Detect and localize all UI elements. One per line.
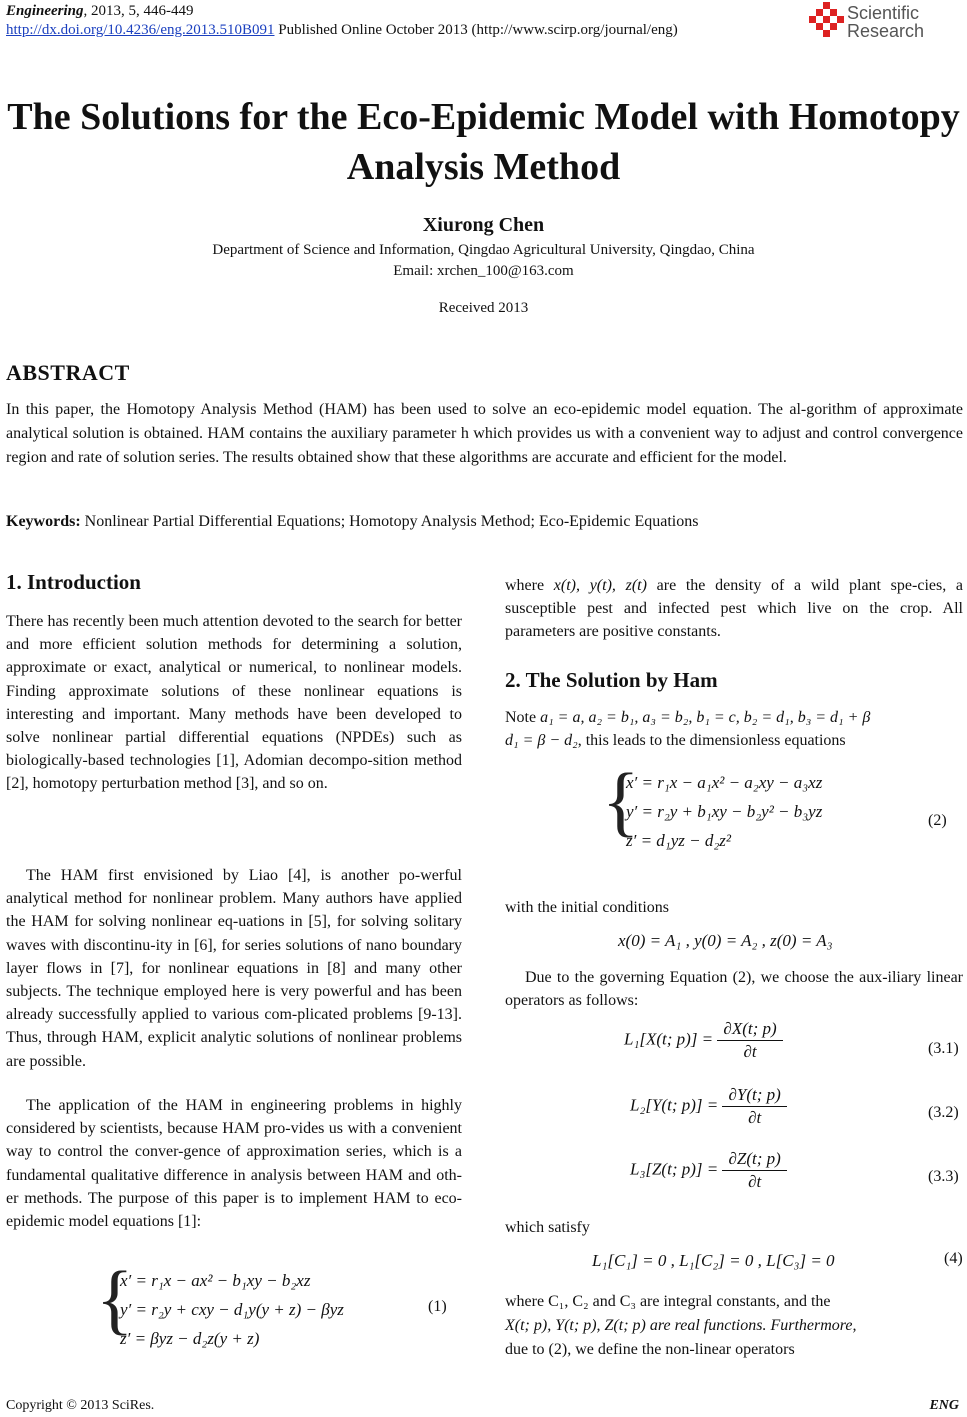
operator-3-2-fraction xyxy=(722,1084,786,1129)
satisfy-text: which satisfy xyxy=(505,1219,590,1236)
operator-3-2-lhs: L₂[Y(t; p)] = xyxy=(630,1095,719,1115)
keywords-text: Nonlinear Partial Differential Equations; Homotopy Analysis Method; Eco-Epidemic Equations xyxy=(80,513,699,530)
operator-3-1-numerator: ∂X(t; p) xyxy=(717,1018,782,1041)
equation-2-brace: { xyxy=(602,757,640,844)
equation-2-line-1: x′ = r₁x − a₁x² − a₂xy − a₃xz xyxy=(626,773,823,792)
logo-line-1: Scientific xyxy=(847,3,920,23)
where-text: are the density of a wild plant spe-cies, a susceptible pest and infected pest which live on the crop. All parameters are positive constants. xyxy=(505,577,964,641)
paper-title xyxy=(0,92,967,192)
keywords xyxy=(6,513,698,531)
title-line-2: Analysis Method xyxy=(346,146,621,188)
operator-3-2-denominator: ∂t xyxy=(748,1108,762,1127)
equation-1-line-1: x′ = r₁x − ax² − b₁xy − b₂xz xyxy=(120,1271,311,1290)
equation-1 xyxy=(120,1266,344,1353)
equation-1-line-2: y′ = r₂y + cxy − d₁y(y + z) − βyz xyxy=(120,1300,344,1319)
governing-paragraph: Due to the governing Equation (2), we choose the aux-iliary linear operators as follows: xyxy=(505,969,963,1010)
copyright-footer: Copyright © 2013 SciRes. xyxy=(6,1398,155,1413)
operator-3-2 xyxy=(630,1084,787,1129)
author-name: Xiurong Chen xyxy=(422,214,545,236)
author-affiliation xyxy=(0,240,967,282)
abstract-heading: ABSTRACT xyxy=(6,360,130,385)
operator-3-3-fraction xyxy=(722,1148,786,1193)
note-tail: , this leads to the dimensionless equations xyxy=(577,732,846,750)
operator-3-3-lhs: L₃[Z(t; p)] = xyxy=(630,1159,719,1179)
equation-3-3-number: (3.3) xyxy=(928,1168,959,1185)
journal-abbreviation-footer: ENG xyxy=(929,1398,959,1413)
where-variables: x(t), y(t), z(t) xyxy=(553,577,647,594)
received-date: Received 2013 xyxy=(438,300,529,316)
final-line-1: where C₁, C₂ and C₃ are integral constants, and the xyxy=(505,1293,831,1310)
keywords-label: Keywords: xyxy=(6,513,81,530)
note-label: Note xyxy=(505,709,541,726)
logo-text xyxy=(847,4,924,40)
operator-3-1-lhs: L₁[X(t; p)] = xyxy=(624,1029,714,1049)
section-2-heading: 2. The Solution by Ham xyxy=(505,668,718,692)
journal-citation: , 2013, 5, 446-449 xyxy=(83,3,194,19)
initial-conditions-equation: x(0) = A₁ , y(0) = A₂ , z(0) = A₃ xyxy=(618,931,833,950)
operator-3-1 xyxy=(624,1018,783,1063)
equation-2-line-3: z′ = d₁yz − d₂z² xyxy=(626,831,731,850)
logo-line-2: Research xyxy=(847,21,925,41)
equation-3-1-number: (3.1) xyxy=(928,1040,959,1057)
published-note: Published Online October 2013 (http://www.scirp.org/journal/eng) xyxy=(274,22,678,38)
author-email: Email: xrchen_100@163.com xyxy=(393,263,574,279)
journal-name: Engineering xyxy=(6,3,84,19)
equation-4: L₁[C₁] = 0 , L₁[C₂] = 0 , L[C₃] = 0 xyxy=(592,1251,835,1270)
operator-3-3-numerator: ∂Z(t; p) xyxy=(722,1148,786,1171)
where-paragraph xyxy=(505,574,963,644)
title-line-1: The Solutions for the Eco-Epidemic Model with Homotopy xyxy=(7,96,960,138)
equation-3-2-number: (3.2) xyxy=(928,1104,959,1121)
scientific-research-logo[interactable] xyxy=(809,2,959,44)
section-1-heading: 1. Introduction xyxy=(6,570,141,594)
equation-2 xyxy=(626,768,822,855)
equation-2-number: (2) xyxy=(928,812,947,829)
note-d-definition: d₁ = β − d₂ xyxy=(505,732,578,750)
doi-link[interactable]: http://dx.doi.org/10.4236/eng.2013.510B091 xyxy=(6,22,275,38)
operator-3-3 xyxy=(630,1148,787,1193)
equation-4-number: (4) xyxy=(944,1250,963,1267)
operator-3-2-numerator: ∂Y(t; p) xyxy=(722,1084,786,1107)
affiliation-text: Department of Science and Information, Qingdao Agricultural University, Qingdao, China xyxy=(212,242,755,258)
journal-header xyxy=(6,2,678,40)
abstract-text: In this paper, the Homotopy Analysis Method (HAM) has been used to solve an eco-epidemic model equation. The al-gorithm of approximate analytical solution is obtained. HAM contains the auxiliary parameter h which provides us with a convenient way to adjust and control convergence region and rate of solution series. The results obtained show that these algorithms are accurate and efficient for the model. xyxy=(6,401,963,466)
final-line-3: due to (2), we define the non-linear operators xyxy=(505,1341,795,1358)
equation-1-line-3: z′ = βyz − d₂z(y + z) xyxy=(120,1329,260,1348)
note-paragraph xyxy=(505,706,963,752)
final-paragraph xyxy=(505,1290,963,1362)
initial-conditions-text: with the initial conditions xyxy=(505,899,669,916)
equation-2-line-2: y′ = r₂y + b₁xy − b₂y² − b₃yz xyxy=(626,802,823,821)
operator-3-1-fraction xyxy=(717,1018,782,1063)
intro-paragraph-1: There has recently been much attention devoted to the search for better and more efficient solution methods for determining a solution, approximate or exact, analytical or numerical, to nonlinear models. Finding approximate solutions of these nonlinear equations is interesting and important. Many methods have been developed to solve nonlinear partial differential equations (NPDEs) such as biologically-based technologies [1], Adomian decompo-sition method [2], homotopy perturbation method [3], and so on. xyxy=(6,613,462,793)
logo-mark-icon xyxy=(809,2,845,42)
intro-paragraph-3: The application of the HAM in engineering problems in highly considered by scientists, because HAM pro-vides us with a convenient way to control the conver-gence of approximation series, which is a fundamental qualitative difference in analysis between HAM and oth-er methods. The purpose of this paper is to implement HAM to eco-epidemic model equations [1]: xyxy=(6,1097,462,1231)
intro-paragraph-2: The HAM first envisioned by Liao [4], is another po-werful analytical method for nonlinear problem. Many authors have applied the HAM for solving nonlinear eq-uations in [5], for solving solitary waves with discontinu-ity in [6], for series solutions of nano boundary layer flows in [7], for nonlinear equations in [8] and many other subjects. The technique employed here is very powerful and has been already successfully applied to various com-plicated problems [9-13]. Thus, through HAM, explicit analytic solutions of nonlinear problems are possible. xyxy=(6,867,462,1070)
equation-1-brace: { xyxy=(96,1255,134,1342)
final-line-2: X(t; p), Y(t; p), Z(t; p) are real functions. Furthermore, xyxy=(505,1317,857,1334)
equation-1-number: (1) xyxy=(428,1298,447,1315)
operator-3-3-denominator: ∂t xyxy=(748,1172,762,1191)
note-definitions: a₁ = a, a₂ = b₁, a₃ = b₂, b₁ = c, b₂ = d₁, b₃ = d₁ + β xyxy=(540,709,871,726)
where-prefix: where xyxy=(505,577,554,594)
operator-3-1-denominator: ∂t xyxy=(743,1042,757,1061)
